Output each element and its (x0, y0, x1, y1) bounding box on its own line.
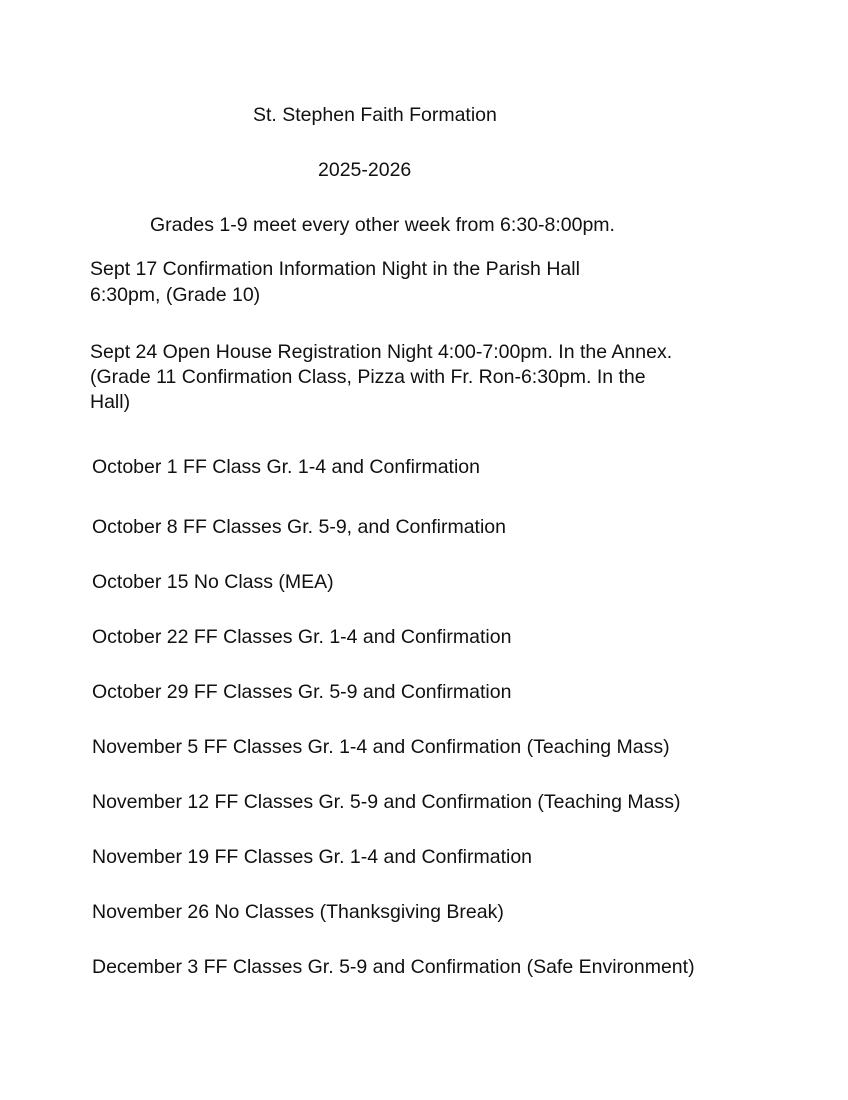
announcement-line: Sept 17 Confirmation Information Night in the Parish Hall (90, 258, 580, 280)
meeting-note: Grades 1-9 meet every other week from 6:30-8:00pm. (150, 214, 615, 236)
announcement-line: (Grade 11 Confirmation Class, Pizza with Fr. Ron-6:30pm. In the (90, 366, 646, 388)
schedule-item: November 5 FF Classes Gr. 1-4 and Confirmation (Teaching Mass) (92, 736, 670, 758)
schedule-item: December 3 FF Classes Gr. 5-9 and Confirmation (Safe Environment) (92, 956, 695, 978)
announcement-line: Sept 24 Open House Registration Night 4:00-7:00pm. In the Annex. (90, 341, 673, 363)
schedule-item: November 19 FF Classes Gr. 1-4 and Confirmation (92, 846, 533, 868)
announcement-line: 6:30pm, (Grade 10) (90, 284, 261, 306)
schedule-item: October 15 No Class (MEA) (92, 571, 334, 593)
schedule-item: November 12 FF Classes Gr. 5-9 and Confirmation (Teaching Mass) (92, 791, 681, 813)
schedule-item: November 26 No Classes (Thanksgiving Break) (92, 901, 504, 923)
announcement-line: Hall) (90, 391, 131, 413)
schedule-item: October 1 FF Class Gr. 1-4 and Confirmation (92, 456, 480, 478)
schedule-item: October 29 FF Classes Gr. 5-9 and Confirmation (92, 681, 512, 703)
schedule-item: October 22 FF Classes Gr. 1-4 and Confirmation (92, 626, 512, 648)
school-year: 2025-2026 (318, 159, 412, 181)
schedule-item: October 8 FF Classes Gr. 5-9, and Confirmation (92, 516, 506, 538)
page-title: St. Stephen Faith Formation (253, 104, 497, 126)
